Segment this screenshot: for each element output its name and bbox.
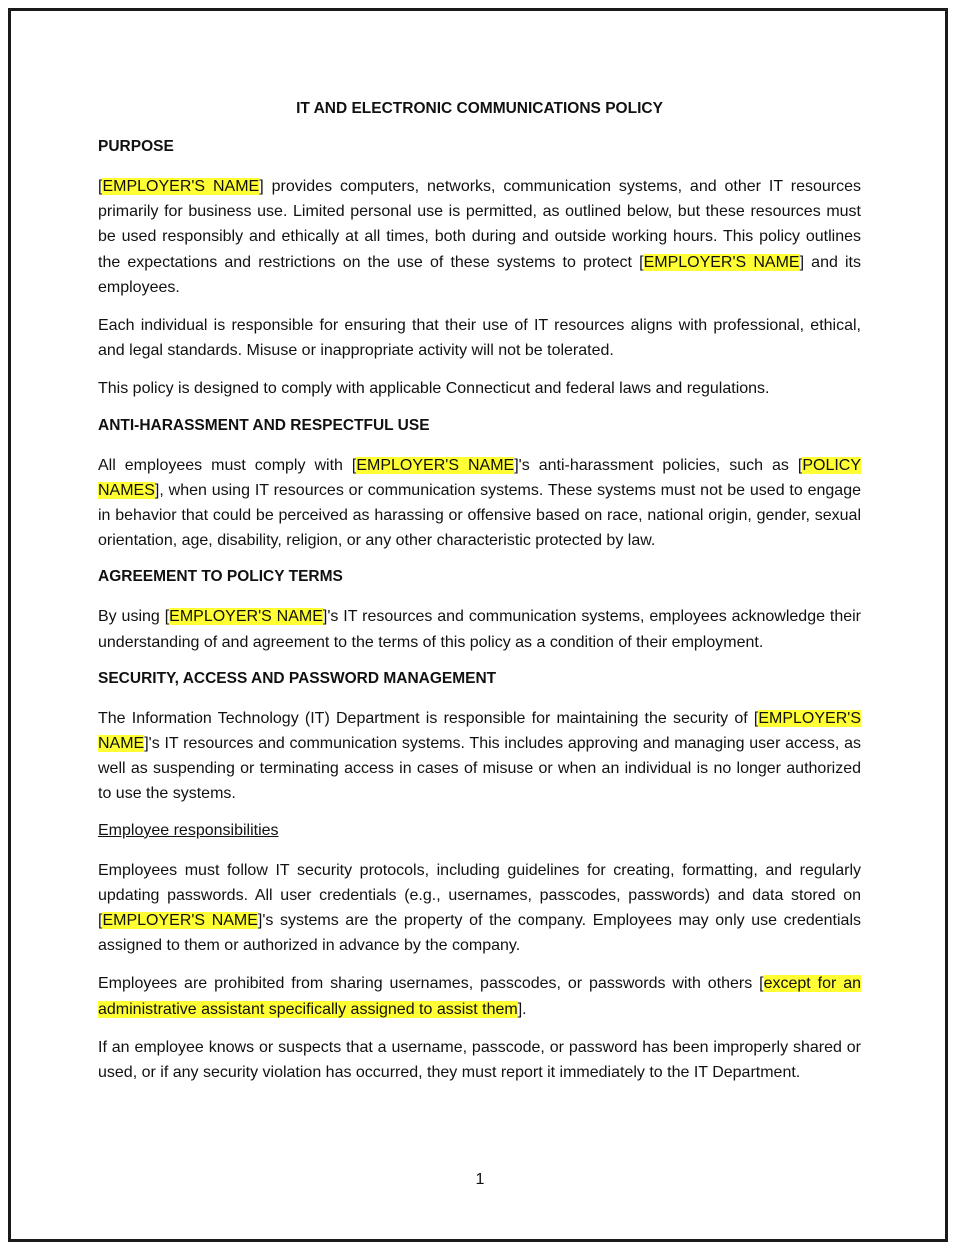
text-run: ]. [517, 1000, 527, 1018]
placeholder-policy-names: POLICY NAMES [98, 456, 862, 499]
purpose-paragraph-1 [98, 174, 861, 300]
document-title: IT AND ELECTRONIC COMMUNICATIONS POLICY [296, 100, 663, 117]
agreement-paragraph [98, 604, 861, 654]
page-number: 1 [475, 1171, 485, 1188]
text-run: ]'s IT resources and communication systems, employees acknowledge their understanding of and agreement to the terms of this policy as a condition of their employment. [98, 608, 862, 651]
text-run: ]'s IT resources and communication systems. This includes approving and managing user access, as well as suspending or terminating access in cases of misuse or when an individual is no longer authorized to use the systems. [98, 735, 861, 803]
text-run: ]'s systems are the property of the company. Employees may only use credentials assigned to them or authorized in advance by the company. [98, 912, 861, 955]
purpose-paragraph-3: This policy is designed to comply with applicable Connecticut and federal laws and regulations. [98, 380, 770, 398]
subheading-employee-responsibilities: Employee responsibilities [98, 821, 279, 839]
security-paragraph-4: If an employee knows or suspects that a username, passcode, or password has been improperly shared or used, or if any security violation has occurred, they must report it immediately to the IT Department. [98, 1038, 861, 1082]
section-heading-anti-harassment: ANTI-HARASSMENT AND RESPECTFUL USE [98, 416, 430, 434]
placeholder-employer-name: EMPLOYER'S NAME [356, 456, 515, 474]
text-run: ]'s anti-harassment policies, such as [ [514, 456, 803, 474]
section-heading-security: SECURITY, ACCESS AND PASSWORD MANAGEMENT [98, 669, 497, 687]
purpose-paragraph-2: Each individual is responsible for ensuring that their use of IT resources aligns with professional, ethical, and legal standards. Misuse or inappropriate activity will not be tolerated. [98, 317, 861, 360]
placeholder-employer-name: EMPLOYER'S NAME [98, 709, 861, 753]
text-run: [ [98, 178, 103, 195]
security-paragraph-3 [98, 971, 861, 1021]
placeholder-employer-name: EMPLOYER'S NAME [169, 608, 323, 626]
placeholder-employer-name: EMPLOYER'S NAME [643, 253, 800, 271]
section-heading-purpose: PURPOSE [98, 138, 174, 155]
text-run: By using [ [98, 608, 170, 626]
text-run: ] provides computers, networks, communication systems, and other IT resources primarily for business use. Limited personal use is permitted, as outlined below, but these resources must be used responsibly and ethically at all times, both during and outside working hours. This policy outlines the expectations and restrictions on the use of these systems to protect [ [98, 178, 861, 271]
security-paragraph-2 [98, 858, 861, 959]
security-paragraph-1 [98, 706, 861, 807]
placeholder-employer-name: EMPLOYER'S NAME [102, 178, 260, 195]
text-run: All employees must comply with [ [98, 456, 357, 474]
text-run: The Information Technology (IT) Department is responsible for maintaining the security of [ [98, 709, 759, 727]
section-heading-agreement: AGREEMENT TO POLICY TERMS [98, 568, 343, 586]
anti-harassment-paragraph [98, 453, 861, 554]
text-run: Employees must follow IT security protocols, including guidelines for creating, formatting, and regularly updating passwords. All user credentials (e.g., usernames, passcodes, passwords) and data stored on [ [98, 861, 861, 930]
text-run: ] and its employees. [98, 253, 862, 296]
placeholder-employer-name: EMPLOYER'S NAME [102, 912, 258, 930]
placeholder-exception-clause: except for an administrative assistant specifically assigned to assist them [98, 975, 861, 1018]
text-run: Employees are prohibited from sharing usernames, passcodes, or passwords with others [ [98, 975, 764, 993]
text-run: ], when using IT resources or communication systems. These systems must not be used to engage in behavior that could be perceived as harassing or offensive based on race, national origin, gender, sexual orientation, age, disability, religion, or any other characteristic protected by law. [98, 481, 861, 550]
document-body [98, 98, 861, 1098]
